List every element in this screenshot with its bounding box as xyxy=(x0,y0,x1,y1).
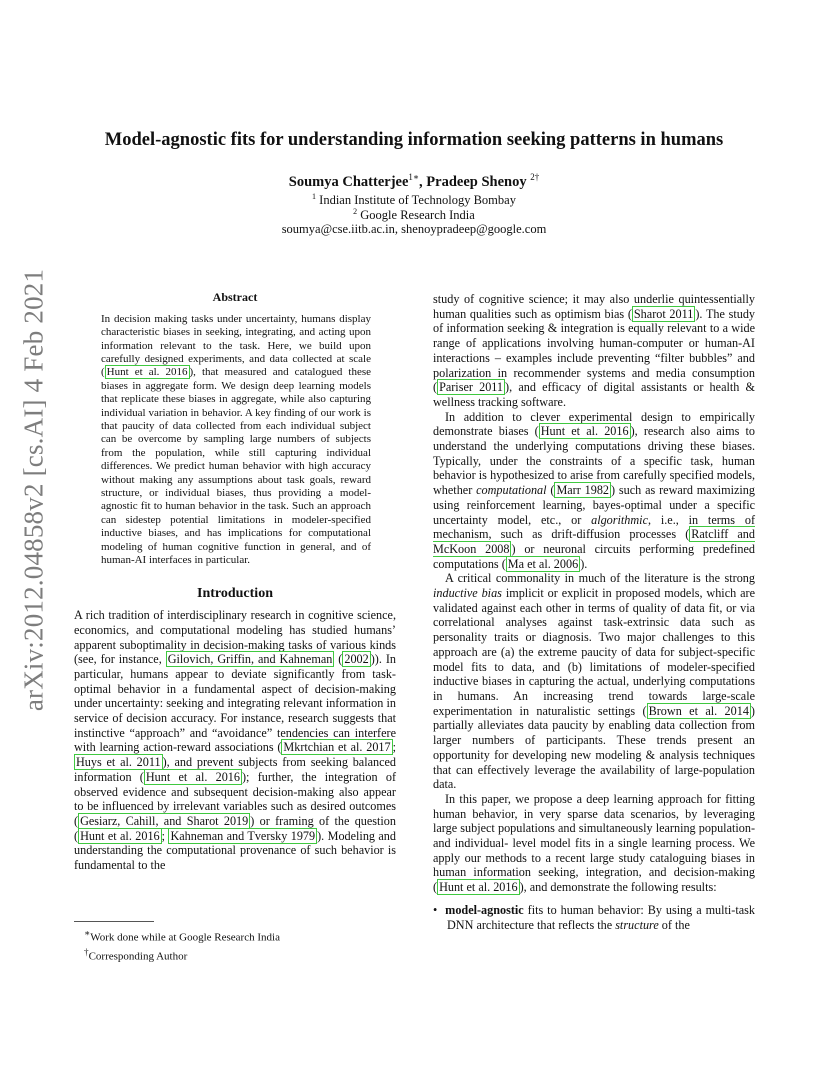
affiliation-mark: 1 xyxy=(312,192,317,201)
author-mark: 2† xyxy=(530,172,540,182)
right-column xyxy=(433,292,755,932)
author-name: Soumya Chatterjee xyxy=(288,173,409,190)
section-heading-introduction: Introduction xyxy=(197,586,273,602)
list-item: • model-agnostic fits to human behavior: By using a multi-task DNN architecture that reflects the structure of the xyxy=(433,902,755,932)
citation-link[interactable]: Gilovich, Griffin, and Kahneman xyxy=(167,652,333,667)
citation-link[interactable]: Brown et al. 2014 xyxy=(648,703,749,718)
body-paragraph: In addition to clever experimental design to empirically demonstrate biases ( Hunt et al. 2016 ), research also aims to understand the underlying computations driving these biases. Typically, under the constraints of a specific task, human behavior is hypothesized to arise from carefully specified models, whether computational ( Marr 1982 ) such as reward maximizing using reinforcement learning, bayes-optimal under a specific uncertainty model, etc., or algorithmic, i.e., in terms of mechanism, such as drift-diffusion processes ( Ratcliff and McKoon 2008 ) or neuronal circuits performing predefined computations ( Ma et al. 2006 ). xyxy=(433,409,756,571)
footnote-text: Work done while at Google Research India xyxy=(90,931,280,944)
footnote-text: Corresponding Author xyxy=(88,950,188,963)
affiliation-mark: 2 xyxy=(353,207,358,216)
citation-link[interactable]: Marr 1982 xyxy=(556,483,610,498)
paper-title: Model-agnostic fits for understanding information seeking patterns in humans xyxy=(104,130,724,150)
affiliation-1 xyxy=(60,192,768,208)
citation-link[interactable]: Huys et al. 2011 xyxy=(76,755,161,770)
intro-paragraph: A rich tradition of interdisciplinary research in cognitive science, economics, and computational modeling has studied humans’ apparent suboptimality in decision-making tasks of various kinds (see, for instance, Gilovich, Griffin, and Kahneman ( 2002 )). In particular, humans appear to deviate significantly from task-optimal behavior in a fundamental aspect of decision-making under uncertainty: seeking and integrating relevant information in service of decision accuracy. For instance, research suggests that instinctive “approach” and “avoidance” tendencies can interfere with learning action-reward associations ( Mkrtchian et al. 2017 ; Huys et al. 2011 ), and prevent subjects from seeking balanced information ( Hunt et al. 2016 ); further, the integration of observed evidence and subsequent decision-making also appear to be influenced by irrelevant variables such as desired outcomes ( Gesiarz, Cahill, and Sharot 2019 ) or framing of the question ( Hunt et al. 2016 ; Kahneman and Tversky 1979 ). Modeling and understanding the computational provenance of such behavior is fundamental to the xyxy=(74,608,396,873)
emphasis: computational xyxy=(476,483,547,498)
affiliation-2 xyxy=(60,207,768,223)
author-emails: soumya@cse.iitb.ac.in, shenoypradeep@google.com xyxy=(281,222,547,236)
footnote-mark: ∗ xyxy=(84,928,91,938)
footnote-divider xyxy=(74,921,154,922)
affiliation-text: Indian Institute of Technology Bombay xyxy=(316,193,516,208)
body-paragraph: A critical commonality in much of the literature is the strong inductive bias implicit or explicit in proposed models, which are validated against each other in terms of quality of data fit, or via correlational analyses against task-extrinsic data such as personality traits or diagnosis. Two major challenges to this approach are (a) the extreme paucity of data for subject-specific model fits to data, and (b) limitations of modeler-specified inductive biases in capturing the actual, underlying computations in humans. An increasing trend towards large-scale experimentation in naturalistic settings ( Brown et al. 2014 ) partially alleviates data paucity by enabling data collection from larger numbers of participants. These trends present an opportunity for developing new modeling & analysis techniques that can effectively leverage the availability of large-population data. xyxy=(433,571,756,792)
arxiv-stamp xyxy=(14,268,54,712)
citation-link[interactable]: Hunt et al. 2016 xyxy=(540,424,629,439)
footnote xyxy=(74,926,396,945)
emphasis: algorithmic xyxy=(591,512,648,527)
citation-link[interactable]: Gesiarz, Cahill, and Sharot 2019 xyxy=(80,813,249,828)
abstract-heading: Abstract xyxy=(212,290,258,304)
arxiv-identifier: arXiv:2012.04858v2 [cs.AI] 4 Feb 2021 xyxy=(18,268,49,712)
affiliation-text: Google Research India xyxy=(357,208,475,223)
citation-link[interactable]: Ratcliff and McKoon 2008 xyxy=(433,527,755,556)
citation-link[interactable]: Mkrtchian et al. 2017 xyxy=(283,740,391,755)
author-line xyxy=(60,172,768,191)
citation-link[interactable]: Hunt et al. 2016 xyxy=(145,769,240,784)
left-column xyxy=(74,290,396,873)
citation-link[interactable]: Hunt et al. 2016 xyxy=(80,828,160,843)
bullet-icon: • xyxy=(433,902,438,917)
citation-link[interactable]: Pariser 2011 xyxy=(439,380,504,395)
citation-link[interactable]: Sharot 2011 xyxy=(633,306,694,321)
emphasis: structure xyxy=(615,917,659,932)
abstract-body: In decision making tasks under uncertainty, humans display characteristic biases in seeking, integrating, and acting upon information relevant to the task. Here, we build upon carefully designed experiments, and data collected at scale ( Hunt et al. 2016 ), that measured and catalogued these biases in aggregate form. We design deep learning models that replicate these biases in aggregate, while also capturing individual variation in behavior. A key finding of our work is that paucity of data collected from each individual subject can be overcome by sampling large numbers of subjects from the population, while still capturing individual differences. We predict human behavior with high accuracy without making any assumptions about task goals, reward structure, or individual biases, thus providing a model-agnostic fit to human behavior in the task. Such an approach can sidestep potential limitations in modeler-specified inductive biases, and has implications for computational modeling of human cognitive function in general, and of human-AI interfaces in particular. xyxy=(101,312,371,567)
body-paragraph: study of cognitive science; it may also underlie quintessentially human qualities such as optimism bias ( Sharot 2011 ). The study of information seeking & integration is equally relevant to a wide range of applications involving human-computer or human-AI interactions – examples include preventing “filter bubbles” and polarization in recommender systems and media consumption ( Pariser 2011 ), and efficacy of digital assistants or health & wellness tracking software. xyxy=(433,292,756,409)
footnote-mark: † xyxy=(84,946,89,957)
citation-link[interactable]: Hunt et al. 2016 xyxy=(439,880,518,895)
citation-link[interactable]: Ma et al. 2006 xyxy=(507,556,579,571)
footnotes xyxy=(74,926,396,963)
author-name: Pradeep Shenoy xyxy=(426,173,531,190)
citation-link[interactable]: 2002 xyxy=(344,652,369,667)
body-paragraph: In this paper, we propose a deep learning approach for fitting human behavior, in very sparse data scenarios, by leveraging large subject populations and simultaneously learning population- and individual- level model fits in a single learning process. We apply our methods to a recent large study cataloguing biases in human information seeking, integration, and decision-making ( Hunt et al. 2016 ), and demonstrate the following results: xyxy=(433,791,755,895)
emphasis: inductive bias xyxy=(433,586,502,601)
footnote xyxy=(74,945,396,964)
citation-link[interactable]: Kahneman and Tversky 1979 xyxy=(170,828,316,843)
author-mark: 1∗ xyxy=(408,172,420,182)
author-separator: , xyxy=(419,173,427,190)
citation-link[interactable]: Hunt et al. 2016 xyxy=(106,366,188,379)
bullet-term: model-agnostic xyxy=(445,902,524,917)
